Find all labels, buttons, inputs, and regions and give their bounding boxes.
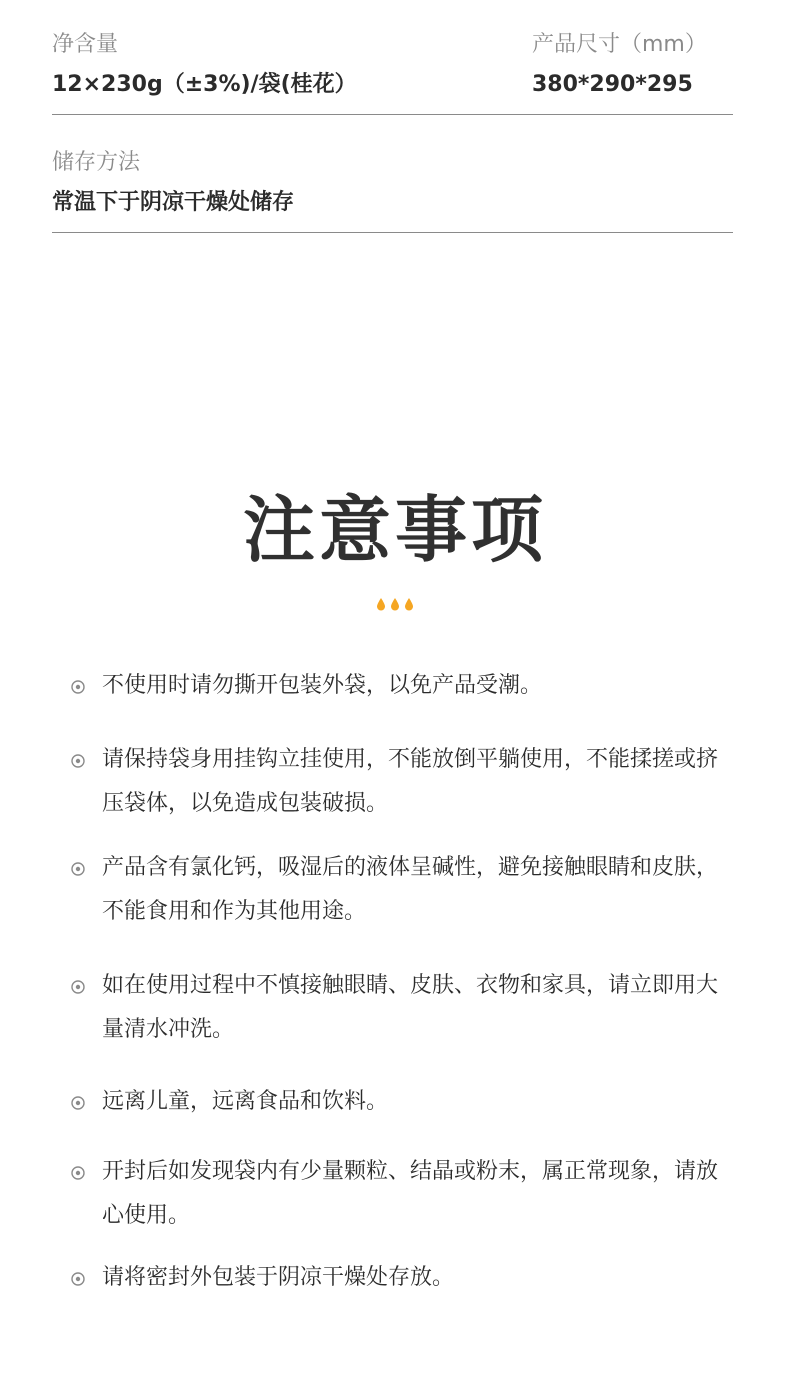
spec-row-storage [52, 146, 733, 233]
spec-row-content-size [52, 28, 733, 115]
circle-bullet-icon [70, 679, 86, 695]
circle-bullet-icon [70, 979, 86, 995]
notice-item-text: 不使用时请勿撕开包装外袋，以免产品受潮。 [102, 673, 543, 698]
circle-bullet-icon [70, 753, 86, 769]
circle-bullet-icon [70, 1165, 86, 1181]
notice-item-text: 产品含有氯化钙，吸湿后的液体呈碱性，避免接触眼睛和皮肤，不能食用和作为其他用途。 [102, 855, 719, 924]
circle-bullet-icon [70, 861, 86, 877]
circle-bullet-icon [70, 1095, 86, 1111]
notice-item-text: 请将密封外包装于阴凉干燥处存放。 [102, 1265, 455, 1290]
product-size-field [532, 28, 707, 100]
net-content-label: 净含量 [52, 32, 119, 57]
storage-field [52, 146, 294, 218]
notice-item-text: 请保持袋身用挂钩立挂使用，不能放倒平躺使用，不能揉搓或挤压袋体，以免造成包装破损。 [102, 747, 719, 816]
notice-item-text: 如在使用过程中不慎接触眼睛、皮肤、衣物和家具，请立即用大量清水冲洗。 [102, 973, 719, 1042]
storage-value: 常温下于阴凉干燥处储存 [52, 190, 295, 215]
drops-decoration [0, 596, 790, 615]
notice-item-text: 开封后如发现袋内有少量颗粒、结晶或粉末，属正常现象，请放心使用。 [102, 1159, 719, 1228]
notice-title: 注意事项 [242, 488, 547, 572]
notice-item-text: 远离儿童，远离食品和饮料。 [102, 1089, 389, 1114]
water-drops-icon [375, 597, 415, 611]
circle-bullet-icon [70, 1271, 86, 1287]
net-content-value: 12×230g（±3%)/袋(桂花） [52, 72, 357, 97]
net-content-field [52, 28, 357, 100]
product-size-label: 产品尺寸（mm） [532, 32, 707, 57]
product-size-value: 380*290*295 [532, 72, 693, 97]
storage-label: 储存方法 [52, 150, 141, 175]
